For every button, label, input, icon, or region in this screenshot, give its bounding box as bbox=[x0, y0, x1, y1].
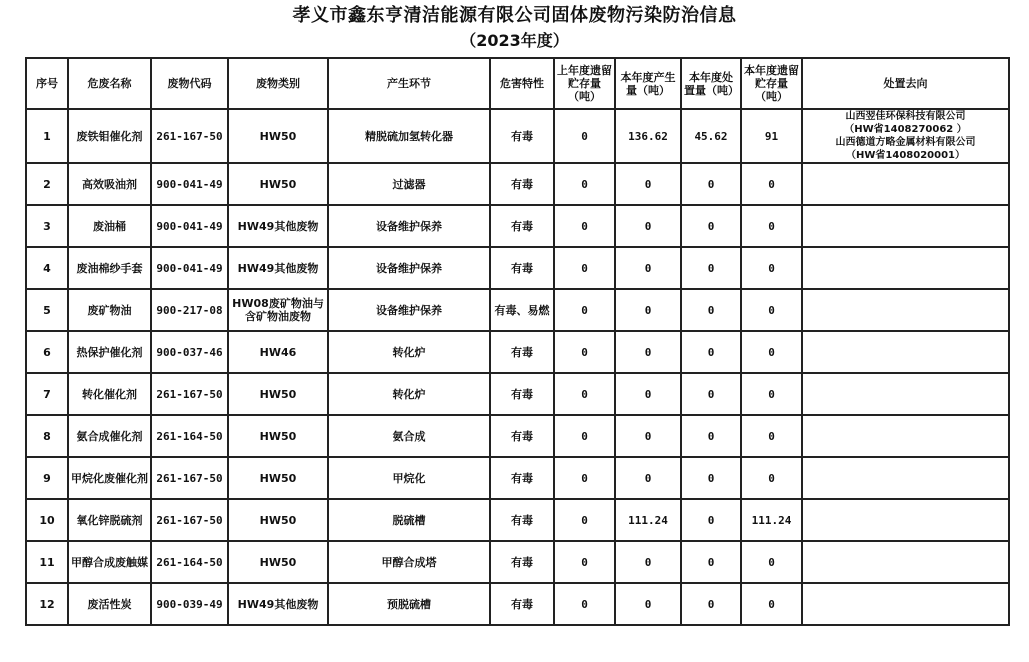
cell-produced: 136.62 bbox=[615, 109, 681, 163]
document-subtitle: （2023年度） bbox=[460, 31, 569, 50]
cell-waste-code: 900-041-49 bbox=[151, 163, 228, 205]
table-row bbox=[26, 163, 1009, 205]
cell-waste-name: 废矿物油 bbox=[68, 289, 151, 331]
header-seq: 序号 bbox=[26, 58, 68, 109]
cell-hazard: 有毒 bbox=[490, 457, 554, 499]
cell-hazard: 有毒 bbox=[490, 541, 554, 583]
cell-prev-storage: 0 bbox=[554, 499, 615, 541]
cell-waste-category: HW50 bbox=[228, 499, 328, 541]
cell-source: 精脱硫加氢转化器 bbox=[328, 109, 490, 163]
cell-disposed: 0 bbox=[681, 457, 741, 499]
cell-waste-category: HW50 bbox=[228, 541, 328, 583]
cell-prev-storage: 0 bbox=[554, 289, 615, 331]
cell-waste-name: 废油桶 bbox=[68, 205, 151, 247]
cell-disposed: 0 bbox=[681, 373, 741, 415]
cell-hazard: 有毒 bbox=[490, 247, 554, 289]
cell-hazard: 有毒 bbox=[490, 373, 554, 415]
cell-prev-storage: 0 bbox=[554, 247, 615, 289]
cell-destination bbox=[802, 205, 1009, 247]
cell-source: 甲醇合成塔 bbox=[328, 541, 490, 583]
cell-waste-code: 900-217-08 bbox=[151, 289, 228, 331]
cell-destination bbox=[802, 583, 1009, 625]
cell-disposed: 0 bbox=[681, 163, 741, 205]
cell-disposed: 0 bbox=[681, 247, 741, 289]
cell-waste-category: HW50 bbox=[228, 457, 328, 499]
cell-waste-name: 氨合成催化剂 bbox=[68, 415, 151, 457]
cell-waste-code: 261-164-50 bbox=[151, 415, 228, 457]
cell-source: 甲烷化 bbox=[328, 457, 490, 499]
cell-waste-code: 261-167-50 bbox=[151, 109, 228, 163]
destination-line: （HW省1408270062 ） bbox=[844, 124, 967, 135]
table-row bbox=[26, 331, 1009, 373]
destination-line: （HW省1408020001） bbox=[846, 150, 965, 161]
header-hazard: 危害特性 bbox=[490, 58, 554, 109]
cell-disposed: 0 bbox=[681, 583, 741, 625]
cell-produced: 0 bbox=[615, 247, 681, 289]
cell-hazard: 有毒 bbox=[490, 331, 554, 373]
cell-waste-category: HW49其他废物 bbox=[228, 247, 328, 289]
cell-waste-name: 高效吸油剂 bbox=[68, 163, 151, 205]
cell-remaining: 0 bbox=[741, 373, 802, 415]
cell-disposed: 0 bbox=[681, 205, 741, 247]
cell-prev-storage: 0 bbox=[554, 109, 615, 163]
cell-disposed: 0 bbox=[681, 331, 741, 373]
cell-source: 设备维护保养 bbox=[328, 247, 490, 289]
header-disposed: 本年度处置量（吨） bbox=[681, 58, 741, 109]
cell-prev-storage: 0 bbox=[554, 331, 615, 373]
cell-waste-code: 900-039-49 bbox=[151, 583, 228, 625]
cell-seq: 4 bbox=[26, 247, 68, 289]
cell-waste-code: 900-037-46 bbox=[151, 331, 228, 373]
cell-waste-name: 甲烷化废催化剂 bbox=[68, 457, 151, 499]
cell-waste-code: 261-167-50 bbox=[151, 499, 228, 541]
cell-destination bbox=[802, 247, 1009, 289]
cell-hazard: 有毒 bbox=[490, 205, 554, 247]
cell-produced: 0 bbox=[615, 331, 681, 373]
cell-remaining: 0 bbox=[741, 205, 802, 247]
cell-disposed: 0 bbox=[681, 541, 741, 583]
cell-waste-category: HW50 bbox=[228, 163, 328, 205]
cell-source: 设备维护保养 bbox=[328, 289, 490, 331]
cell-remaining: 0 bbox=[741, 583, 802, 625]
cell-seq: 6 bbox=[26, 331, 68, 373]
cell-produced: 0 bbox=[615, 163, 681, 205]
cell-destination bbox=[802, 457, 1009, 499]
table-row bbox=[26, 541, 1009, 583]
cell-waste-category: HW49其他废物 bbox=[228, 583, 328, 625]
cell-disposed: 0 bbox=[681, 415, 741, 457]
cell-hazard: 有毒 bbox=[490, 499, 554, 541]
header-destination: 处置去向 bbox=[802, 58, 1009, 109]
table-row bbox=[26, 415, 1009, 457]
cell-remaining: 0 bbox=[741, 541, 802, 583]
header-prev-storage: 上年度遗留贮存量（吨） bbox=[554, 58, 615, 109]
cell-seq: 5 bbox=[26, 289, 68, 331]
cell-hazard: 有毒 bbox=[490, 163, 554, 205]
cell-waste-category: HW50 bbox=[228, 373, 328, 415]
cell-disposed: 45.62 bbox=[681, 109, 741, 163]
table-row bbox=[26, 289, 1009, 331]
cell-produced: 0 bbox=[615, 205, 681, 247]
cell-produced: 0 bbox=[615, 541, 681, 583]
cell-prev-storage: 0 bbox=[554, 415, 615, 457]
cell-prev-storage: 0 bbox=[554, 163, 615, 205]
header-category: 废物类别 bbox=[228, 58, 328, 109]
cell-remaining: 0 bbox=[741, 289, 802, 331]
cell-prev-storage: 0 bbox=[554, 457, 615, 499]
cell-produced: 111.24 bbox=[615, 499, 681, 541]
cell-produced: 0 bbox=[615, 457, 681, 499]
cell-remaining: 0 bbox=[741, 163, 802, 205]
cell-remaining: 0 bbox=[741, 415, 802, 457]
cell-destination bbox=[802, 109, 1009, 163]
cell-waste-name: 甲醇合成废触媒 bbox=[68, 541, 151, 583]
cell-disposed: 0 bbox=[681, 499, 741, 541]
cell-destination bbox=[802, 289, 1009, 331]
cell-hazard: 有毒 bbox=[490, 583, 554, 625]
cell-source: 设备维护保养 bbox=[328, 205, 490, 247]
cell-destination bbox=[802, 331, 1009, 373]
cell-waste-name: 转化催化剂 bbox=[68, 373, 151, 415]
cell-prev-storage: 0 bbox=[554, 583, 615, 625]
cell-prev-storage: 0 bbox=[554, 373, 615, 415]
cell-disposed: 0 bbox=[681, 289, 741, 331]
header-source: 产生环节 bbox=[328, 58, 490, 109]
cell-waste-name: 废活性炭 bbox=[68, 583, 151, 625]
cell-hazard: 有毒 bbox=[490, 109, 554, 163]
cell-prev-storage: 0 bbox=[554, 541, 615, 583]
cell-produced: 0 bbox=[615, 415, 681, 457]
cell-seq: 8 bbox=[26, 415, 68, 457]
cell-prev-storage: 0 bbox=[554, 205, 615, 247]
cell-waste-name: 热保护催化剂 bbox=[68, 331, 151, 373]
cell-remaining: 91 bbox=[741, 109, 802, 163]
table-row bbox=[26, 583, 1009, 625]
cell-seq: 10 bbox=[26, 499, 68, 541]
cell-waste-category: HW50 bbox=[228, 109, 328, 163]
cell-destination bbox=[802, 499, 1009, 541]
destination-line: 山西翌佳环保科技有限公司 bbox=[845, 111, 966, 122]
destination-line: 山西德道方略金属材料有限公司 bbox=[835, 137, 976, 148]
cell-waste-code: 900-041-49 bbox=[151, 247, 228, 289]
document-title: 孝义市鑫东亨清洁能源有限公司固体废物污染防治信息 bbox=[292, 5, 737, 26]
cell-seq: 7 bbox=[26, 373, 68, 415]
cell-destination bbox=[802, 373, 1009, 415]
cell-produced: 0 bbox=[615, 583, 681, 625]
cell-hazard: 有毒 bbox=[490, 415, 554, 457]
header-remaining: 本年度遗留贮存量（吨） bbox=[741, 58, 802, 109]
table-row bbox=[26, 499, 1009, 541]
header-produced: 本年度产生量（吨） bbox=[615, 58, 681, 109]
cell-waste-category: HW50 bbox=[228, 415, 328, 457]
cell-source: 脱硫槽 bbox=[328, 499, 490, 541]
cell-seq: 1 bbox=[26, 109, 68, 163]
cell-remaining: 0 bbox=[741, 457, 802, 499]
cell-hazard: 有毒、易燃 bbox=[490, 289, 554, 331]
cell-waste-code: 261-167-50 bbox=[151, 373, 228, 415]
cell-waste-name: 废油棉纱手套 bbox=[68, 247, 151, 289]
cell-waste-category: HW08废矿物油与含矿物油废物 bbox=[228, 289, 328, 331]
cell-remaining: 0 bbox=[741, 331, 802, 373]
hazardous-waste-table bbox=[25, 57, 1010, 626]
cell-waste-code: 900-041-49 bbox=[151, 205, 228, 247]
table-header-row bbox=[26, 58, 1009, 109]
cell-remaining: 0 bbox=[741, 247, 802, 289]
cell-waste-name: 废铁钼催化剂 bbox=[68, 109, 151, 163]
cell-source: 转化炉 bbox=[328, 373, 490, 415]
cell-source: 预脱硫槽 bbox=[328, 583, 490, 625]
table-row bbox=[26, 457, 1009, 499]
table-body bbox=[26, 109, 1009, 625]
cell-seq: 12 bbox=[26, 583, 68, 625]
cell-destination bbox=[802, 541, 1009, 583]
cell-produced: 0 bbox=[615, 373, 681, 415]
cell-waste-code: 261-167-50 bbox=[151, 457, 228, 499]
table-row bbox=[26, 205, 1009, 247]
table-row bbox=[26, 109, 1009, 163]
cell-source: 氨合成 bbox=[328, 415, 490, 457]
cell-destination bbox=[802, 163, 1009, 205]
cell-destination bbox=[802, 415, 1009, 457]
cell-seq: 3 bbox=[26, 205, 68, 247]
cell-remaining: 111.24 bbox=[741, 499, 802, 541]
cell-source: 过滤器 bbox=[328, 163, 490, 205]
cell-waste-category: HW46 bbox=[228, 331, 328, 373]
cell-seq: 9 bbox=[26, 457, 68, 499]
header-name: 危废名称 bbox=[68, 58, 151, 109]
cell-seq: 11 bbox=[26, 541, 68, 583]
table-row bbox=[26, 373, 1009, 415]
cell-produced: 0 bbox=[615, 289, 681, 331]
header-code: 废物代码 bbox=[151, 58, 228, 109]
cell-waste-code: 261-164-50 bbox=[151, 541, 228, 583]
cell-seq: 2 bbox=[26, 163, 68, 205]
table-row bbox=[26, 247, 1009, 289]
cell-waste-name: 氧化锌脱硫剂 bbox=[68, 499, 151, 541]
cell-waste-category: HW49其他废物 bbox=[228, 205, 328, 247]
cell-source: 转化炉 bbox=[328, 331, 490, 373]
